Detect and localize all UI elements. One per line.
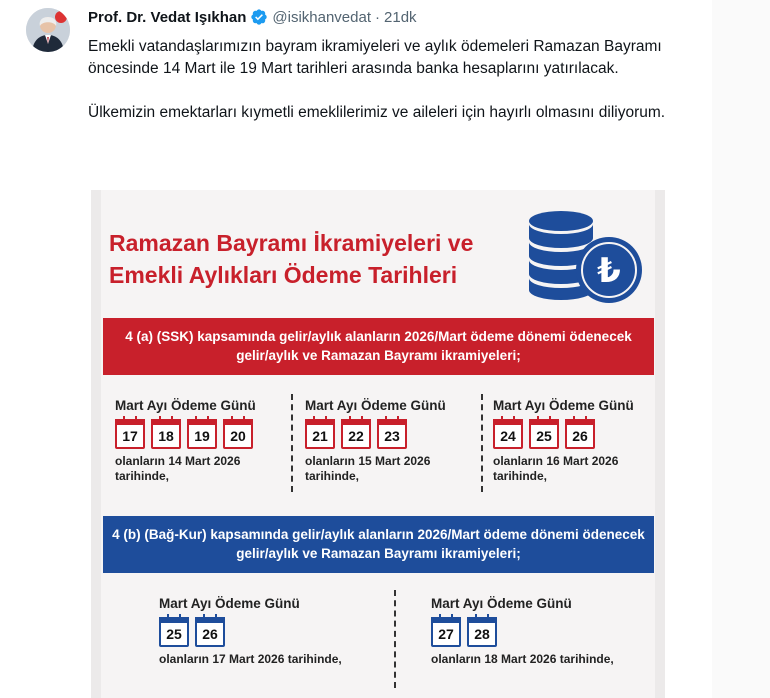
coin-stack-icon — [523, 208, 648, 308]
calendar-day: 26 — [565, 419, 595, 449]
calendar-day: 17 — [115, 419, 145, 449]
group-note: olanların 17 Mart 2026 tarihinde, — [159, 652, 342, 666]
calendar-day: 22 — [341, 419, 371, 449]
group-title: Mart Ayı Ödeme Günü — [159, 596, 300, 611]
lira-symbol: ₺ — [597, 251, 621, 291]
person-icon — [26, 8, 70, 52]
tweet-text — [88, 36, 678, 146]
bagkur-group-1 — [159, 596, 342, 667]
ssk-group-2 — [305, 398, 446, 484]
calendar-day: 24 — [493, 419, 523, 449]
avatar[interactable] — [26, 8, 70, 52]
dashed-divider — [394, 590, 396, 688]
group-note: olanların 14 Mart 2026 tarihinde, — [115, 454, 241, 483]
calendar-day: 26 — [195, 617, 225, 647]
calendar-day: 18 — [151, 419, 181, 449]
calendar-day: 21 — [305, 419, 335, 449]
ssk-group-1 — [115, 398, 256, 484]
image-edge — [91, 190, 101, 698]
ssk-group-3 — [493, 398, 634, 484]
calendar-day: 25 — [529, 419, 559, 449]
bagkur-banner: 4 (b) (Bağ-Kur) kapsamında gelir/aylık alanların 2026/Mart ödeme dönemi ödenecek gelir/aylık ve Ramazan Bayramı ikramiyeleri; — [103, 516, 654, 573]
right-rail — [712, 0, 770, 698]
calendar-day: 19 — [187, 419, 217, 449]
tweet-image[interactable] — [91, 190, 665, 698]
separator: · — [375, 8, 381, 26]
verified-badge-icon — [250, 8, 268, 26]
group-title: Mart Ayı Ödeme Günü — [431, 596, 572, 611]
infographic-title: Ramazan Bayramı İkramiyeleri ve — [109, 230, 474, 256]
calendar-day: 27 — [431, 617, 461, 647]
tweet-paragraph: Ülkemizin emektarları kıymetli emeklilerimiz ve aileleri için hayırlı olmasını diliyorum. — [88, 104, 666, 121]
dashed-divider — [291, 394, 293, 492]
group-title: Mart Ayı Ödeme Günü — [305, 398, 446, 413]
author-handle[interactable]: @isikhanvedat — [272, 8, 372, 26]
group-note: olanların 16 Mart 2026 tarihinde, — [493, 454, 619, 483]
calendar-day: 25 — [159, 617, 189, 647]
group-title: Mart Ayı Ödeme Günü — [493, 398, 634, 413]
author-name[interactable]: Prof. Dr. Vedat Işıkhan — [88, 8, 247, 26]
calendar-day: 28 — [467, 617, 497, 647]
group-title: Mart Ayı Ödeme Günü — [115, 398, 256, 413]
calendar-day: 20 — [223, 419, 253, 449]
group-note: olanların 15 Mart 2026 tarihinde, — [305, 454, 431, 483]
coins-illustration — [523, 208, 648, 308]
ssk-banner: 4 (a) (SSK) kapsamında gelir/aylık alanların 2026/Mart ödeme dönemi ödenecek gelir/aylık ve Ramazan Bayramı ikramiyeleri; — [103, 318, 654, 375]
tweet-paragraph: Emekli vatandaşlarımızın bayram ikramiyeleri ve aylık ödemeleri Ramazan Bayramı öncesinde 14 Mart ile 19 Mart tarihleri arasında banka hesaplarını yatırılacak. — [88, 38, 662, 77]
image-edge — [655, 190, 665, 698]
infographic-subtitle: Emekli Aylıkları Ödeme Tarihleri — [109, 262, 458, 288]
calendar-day: 23 — [377, 419, 407, 449]
bagkur-group-2 — [431, 596, 614, 667]
group-note: olanların 18 Mart 2026 tarihinde, — [431, 652, 614, 666]
timestamp[interactable]: 21dk — [384, 8, 417, 26]
dashed-divider — [481, 394, 483, 492]
